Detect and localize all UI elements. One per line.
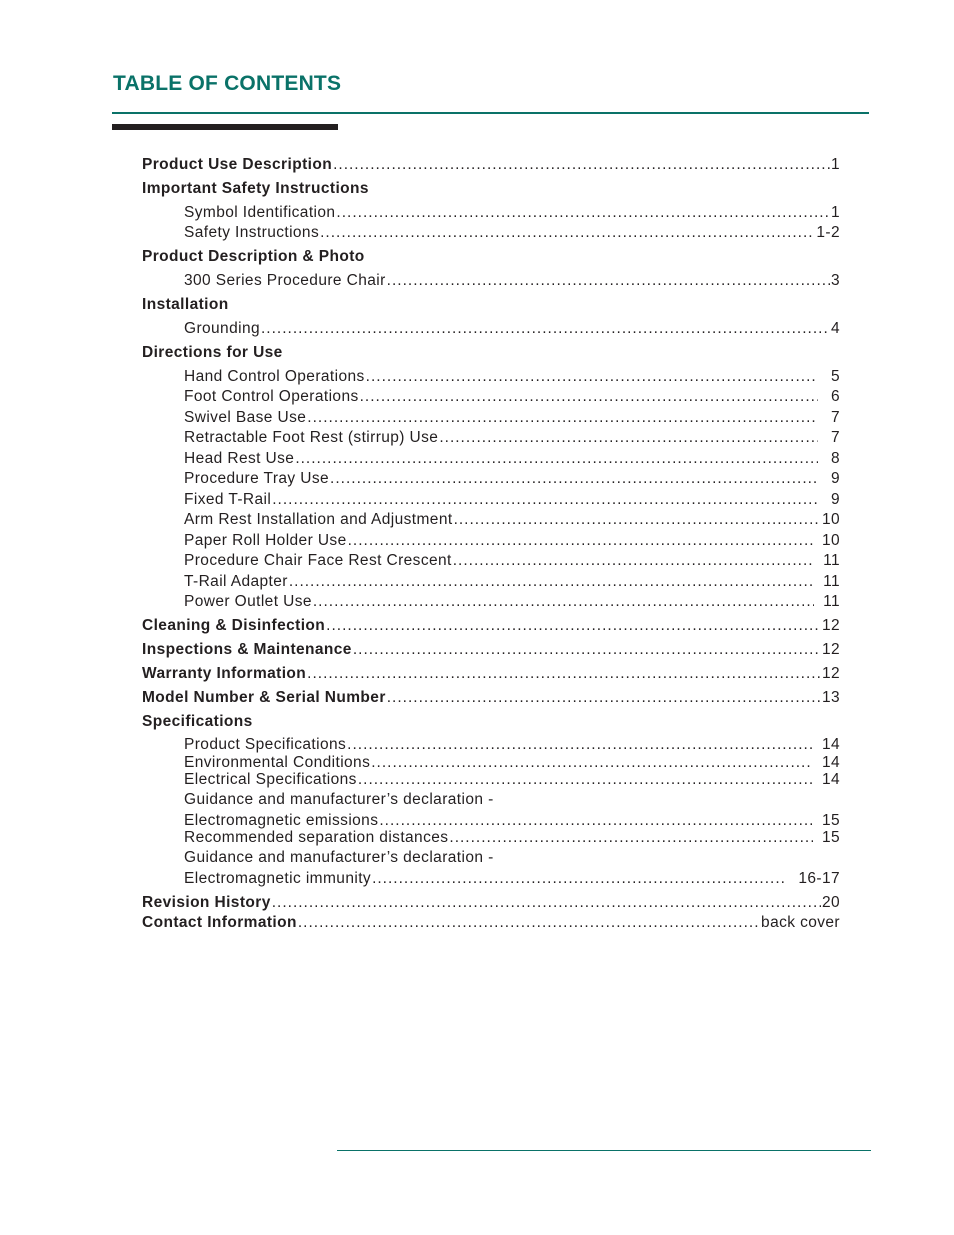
toc-entry-product-use-description[interactable]: Product Use Description ..... 1 bbox=[142, 155, 840, 175]
toc-entry-product-specifications[interactable]: Product Specifications ..... 14 bbox=[184, 735, 840, 755]
toc-entry-swivel-base[interactable]: Swivel Base Use ..... 7 bbox=[184, 408, 840, 428]
page-number: 1 bbox=[830, 204, 840, 221]
page-number: 8 bbox=[830, 450, 840, 467]
toc-entry-contact-information[interactable]: Contact Information ..... back cover bbox=[142, 913, 840, 933]
page-number: 14 bbox=[821, 736, 840, 753]
toc-section-directions-for-use: Directions for Use bbox=[142, 344, 283, 361]
page-number: 12 bbox=[821, 617, 840, 634]
toc-entry-model-serial[interactable]: Model Number & Serial Number ..... 13 bbox=[142, 688, 840, 708]
toc-entry-cleaning[interactable]: Cleaning & Disinfection ..... 12 bbox=[142, 616, 840, 636]
toc-entry-environmental-conditions[interactable]: Environmental Conditions ..... 14 bbox=[184, 753, 840, 773]
page-number: 1 bbox=[830, 156, 840, 173]
page-number: 15 bbox=[821, 812, 840, 829]
page-number: 12 bbox=[821, 665, 840, 682]
toc-entry-electromagnetic-emissions[interactable]: Electromagnetic emissions ..... 15 bbox=[184, 811, 840, 831]
toc-entry-head-rest[interactable]: Head Rest Use ..... 8 bbox=[184, 449, 840, 469]
toc-subheading-guidance-immunity: Guidance and manufacturer’s declaration - bbox=[184, 849, 494, 866]
toc-entry-inspections[interactable]: Inspections & Maintenance ..... 12 bbox=[142, 640, 840, 660]
page-number: 16-17 bbox=[798, 870, 840, 887]
toc-entry-electromagnetic-immunity[interactable]: Electromagnetic immunity ..... 16-17 bbox=[184, 869, 840, 889]
toc-entry-face-rest-crescent[interactable]: Procedure Chair Face Rest Crescent ..... 11 bbox=[184, 551, 840, 571]
page-number: 11 bbox=[823, 573, 840, 590]
toc-entry-t-rail-adapter[interactable]: T-Rail Adapter ..... 11 bbox=[184, 572, 840, 592]
page-number: 11 bbox=[823, 552, 840, 569]
toc-section-important-safety-instructions: Important Safety Instructions bbox=[142, 180, 369, 197]
page-number: 15 bbox=[821, 829, 840, 846]
page-number: 4 bbox=[830, 320, 840, 337]
page-number: 6 bbox=[830, 388, 840, 405]
toc-entry-arm-rest[interactable]: Arm Rest Installation and Adjustment ..... 10 bbox=[184, 510, 840, 530]
toc-entry-foot-rest[interactable]: Retractable Foot Rest (stirrup) Use ..... 7 bbox=[184, 428, 840, 448]
toc-entry-grounding[interactable]: Grounding ..... 4 bbox=[184, 319, 840, 339]
toc-section-installation: Installation bbox=[142, 296, 229, 313]
toc-entry-power-outlet[interactable]: Power Outlet Use ..... 11 bbox=[184, 592, 840, 612]
page-title: TABLE OF CONTENTS bbox=[113, 72, 342, 95]
toc-entry-paper-roll-holder[interactable]: Paper Roll Holder Use ..... 10 bbox=[184, 531, 840, 551]
page-number: 13 bbox=[821, 689, 840, 706]
page-number: 1-2 bbox=[816, 224, 840, 241]
page-number: 14 bbox=[821, 754, 840, 771]
page-number: 3 bbox=[830, 272, 840, 289]
page-number: 7 bbox=[830, 429, 840, 446]
toc-subheading-guidance-emissions: Guidance and manufacturer’s declaration - bbox=[184, 791, 494, 808]
page-number: 10 bbox=[821, 532, 840, 549]
page-number: 7 bbox=[830, 409, 840, 426]
toc-entry-procedure-tray[interactable]: Procedure Tray Use ..... 9 bbox=[184, 469, 840, 489]
page-number: 9 bbox=[830, 470, 840, 487]
toc-entry-symbol-identification[interactable]: Symbol Identification ..... 1 bbox=[184, 203, 840, 223]
toc-entry-hand-control[interactable]: Hand Control Operations ..... 5 bbox=[184, 367, 840, 387]
page-number: 9 bbox=[830, 491, 840, 508]
page-number: 10 bbox=[821, 511, 840, 528]
page-number: 14 bbox=[821, 771, 840, 788]
page-number: 20 bbox=[821, 894, 840, 911]
title-rule bbox=[112, 112, 869, 114]
page-number: 5 bbox=[830, 368, 840, 385]
toc-entry-procedure-chair[interactable]: 300 Series Procedure Chair ..... 3 bbox=[184, 271, 840, 291]
toc-entry-separation-distances[interactable]: Recommended separation distances ..... 15 bbox=[184, 828, 840, 848]
page-number: 12 bbox=[821, 641, 840, 658]
toc-section-product-description: Product Description & Photo bbox=[142, 248, 365, 265]
toc-section-specifications: Specifications bbox=[142, 713, 253, 730]
toc-entry-warranty[interactable]: Warranty Information ..... 12 bbox=[142, 664, 840, 684]
toc-entry-revision-history[interactable]: Revision History ..... 20 bbox=[142, 893, 840, 913]
toc-entry-safety-instructions[interactable]: Safety Instructions ..... 1-2 bbox=[184, 223, 840, 243]
page-number: back cover bbox=[761, 914, 840, 931]
toc-entry-electrical-specifications[interactable]: Electrical Specifications ..... 14 bbox=[184, 770, 840, 790]
toc-entry-fixed-t-rail[interactable]: Fixed T-Rail ..... 9 bbox=[184, 490, 840, 510]
page-number: 11 bbox=[823, 593, 840, 610]
footer-rule bbox=[337, 1150, 871, 1151]
title-accent-bar bbox=[112, 124, 338, 130]
toc-entry-foot-control[interactable]: Foot Control Operations ..... 6 bbox=[184, 387, 840, 407]
